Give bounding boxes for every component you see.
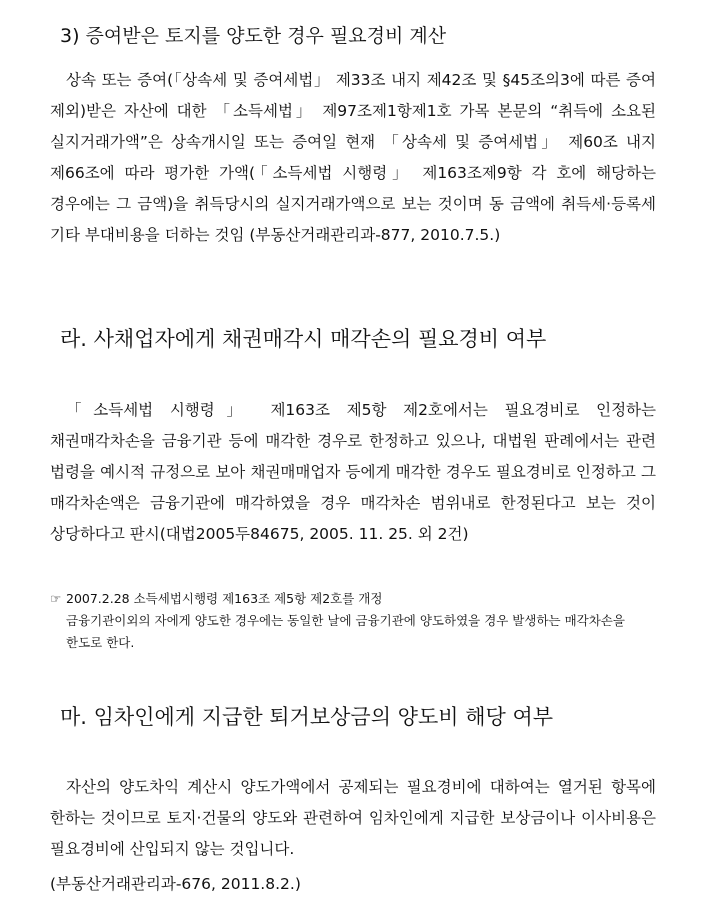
section-ma-source: (부동산거래관리과-676, 2011.8.2.) [50, 875, 301, 893]
revision-note-first-line [50, 588, 660, 610]
section-ra-heading: 라. 사채업자에게 채권매각시 매각손의 필요경비 여부 [60, 327, 547, 351]
section-3-paragraph: 상속 또는 증여(「상속세 및 증여세법」 제33조 내지 제42조 및 §45조의3에 따른 증여 제외)받은 자산에 대한 「소득세법」 제97조제1항제1호 가목 본문의 “취득에 소요된 실지거래가액”은 상속개시일 또는 증여일 현재 「상속세 및 증여세법」 제60조 내지 제66조에 따라 평가한 가액(「소득세법 시행령」 제163조제9항 각 호에 해당하는 경우에는 그 금액)을 취득당시의 실지거래가액으로 보는 것이며 동 금액에 취득세·등록세 기타 부대비용을 더하는 것임 (부동산거래관리과-877, 2010.7.5.) [50, 71, 656, 244]
section-3-heading: 3) 증여받은 토지를 양도한 경우 필요경비 계산 [60, 25, 447, 47]
revision-note-date-line: 2007.2.28 소득세법시행령 제163조 제5항 제2호를 개정 [66, 591, 383, 606]
section-ra-paragraph: 「소득세법 시행령」 제163조 제5항 제2호에서는 필요경비로 인정하는 채권매각차손을 금융기관 등에 매각한 경우로 한정하고 있으나, 대법원 판례에서는 관련 법령을 예시적 규정으로 보아 채권매매업자 등에게 매각한 경우도 필요경비로 인정하고 그 매각차손액은 금융기관에 매각하였을 경우 매각차손 범위내로 한정된다고 보는 것이 상당하다고 판시(대법2005두84675, 2005. 11. 25. 외 2건) [50, 401, 656, 543]
revision-note [50, 588, 660, 654]
section-ma-paragraph: 자산의 양도차익 계산시 양도가액에서 공제되는 필요경비에 대하여는 열거된 항목에 한하는 것이므로 토지·건물의 양도와 관련하여 임차인에게 지급한 보상금이나 이사비용은 필요경비에 산입되지 않는 것입니다. [50, 778, 656, 858]
pointing-hand-icon: ☞ [50, 591, 62, 606]
section-ma-heading: 마. 임차인에게 지급한 퇴거보상금의 양도비 해당 여부 [60, 705, 554, 729]
revision-note-body: 금융기관이외의 자에게 양도한 경우에는 동일한 날에 금융기관에 양도하였을 경우 발생하는 매각차손을 한도로 한다. [66, 613, 625, 650]
